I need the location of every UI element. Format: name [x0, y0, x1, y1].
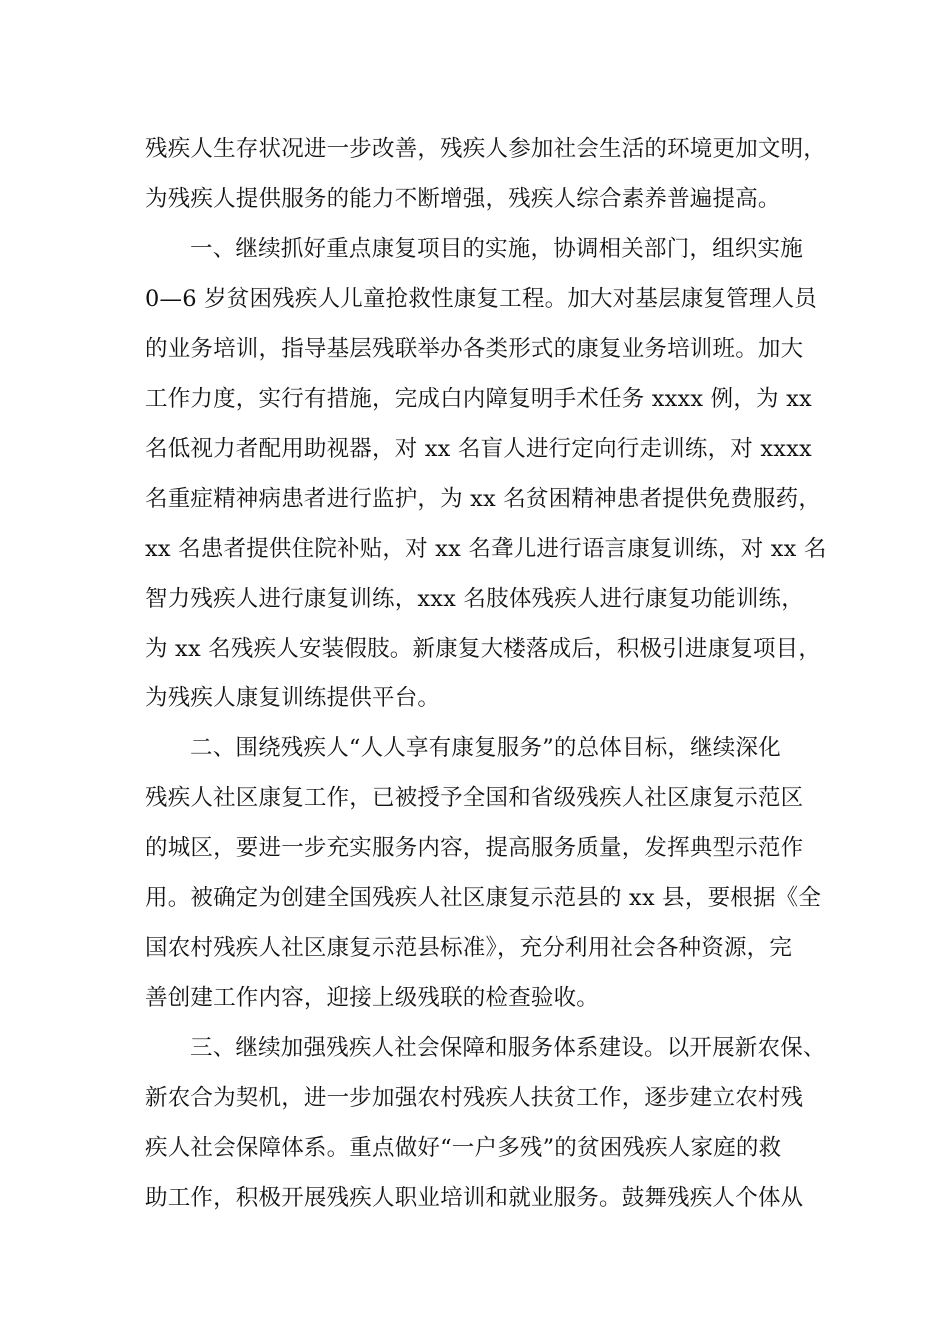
text-line: 疾人社会保障体系。重点做好“一户多残”的贫困残疾人家庭的救 — [145, 1135, 782, 1161]
paragraph-3-first-line: 三、继续加强残疾人社会保障和服务体系建设。以开展新农保、 — [190, 1035, 826, 1061]
text-line: 为残疾人康复训练提供平台。 — [145, 685, 441, 711]
text-line: 残疾人生存状况进一步改善，残疾人参加社会生活的环境更加文明， — [145, 136, 827, 162]
text-line: 残疾人社区康复工作，已被授予全国和省级残疾人社区康复示范区 — [145, 785, 804, 811]
text-line: 国农村残疾人社区康复示范县标准》，充分利用社会各种资源，完 — [145, 935, 793, 961]
text-line: xx 名患者提供住院补贴，对 xx 名聋儿进行语言康复训练，对 xx 名 — [145, 536, 827, 562]
text-line: 的业务培训，指导基层残联举办各类形式的康复业务培训班。加大 — [145, 336, 804, 362]
text-line: 名低视力者配用助视器，对 xx 名盲人进行定向行走训练，对 xxxx — [145, 436, 812, 462]
text-line: 新农合为契机，进一步加强农村残疾人扶贫工作，逐步建立农村残 — [145, 1085, 804, 1111]
text-line: 0—6 岁贫困残疾人儿童抢救性康复工程。加大对基层康复管理人员 — [145, 286, 817, 312]
text-line: 为残疾人提供服务的能力不断增强，残疾人综合素养普遍提高。 — [145, 186, 781, 212]
text-line: 为 xx 名残疾人安装假肢。新康复大楼落成后，积极引进康复项目， — [145, 636, 822, 662]
text-line: 善创建工作内容，迎接上级残联的检查验收。 — [145, 985, 600, 1011]
text-line: 工作力度，实行有措施，完成白内障复明手术任务 xxxx 例，为 xx — [145, 386, 812, 412]
paragraph-1-first-line: 一、继续抓好重点康复项目的实施，协调相关部门，组织实施 — [190, 236, 803, 262]
text-line: 名重症精神病患者进行监护，为 xx 名贫困精神患者提供免费服药， — [145, 486, 822, 512]
text-line: 助工作，积极开展残疾人职业培训和就业服务。鼓舞残疾人个体从 — [145, 1185, 804, 1211]
text-line: 用。被确定为创建全国残疾人社区康复示范县的 xx 县，要根据《全 — [145, 885, 822, 911]
text-line: 智力残疾人进行康复训练，xxx 名肢体残疾人进行康复功能训练， — [145, 586, 804, 612]
text-line: 的城区，要进一步充实服务内容，提高服务质量，发挥典型示范作 — [145, 835, 804, 861]
paragraph-2-first-line: 二、围绕残疾人“人人享有康复服务”的总体目标，继续深化 — [190, 735, 781, 761]
